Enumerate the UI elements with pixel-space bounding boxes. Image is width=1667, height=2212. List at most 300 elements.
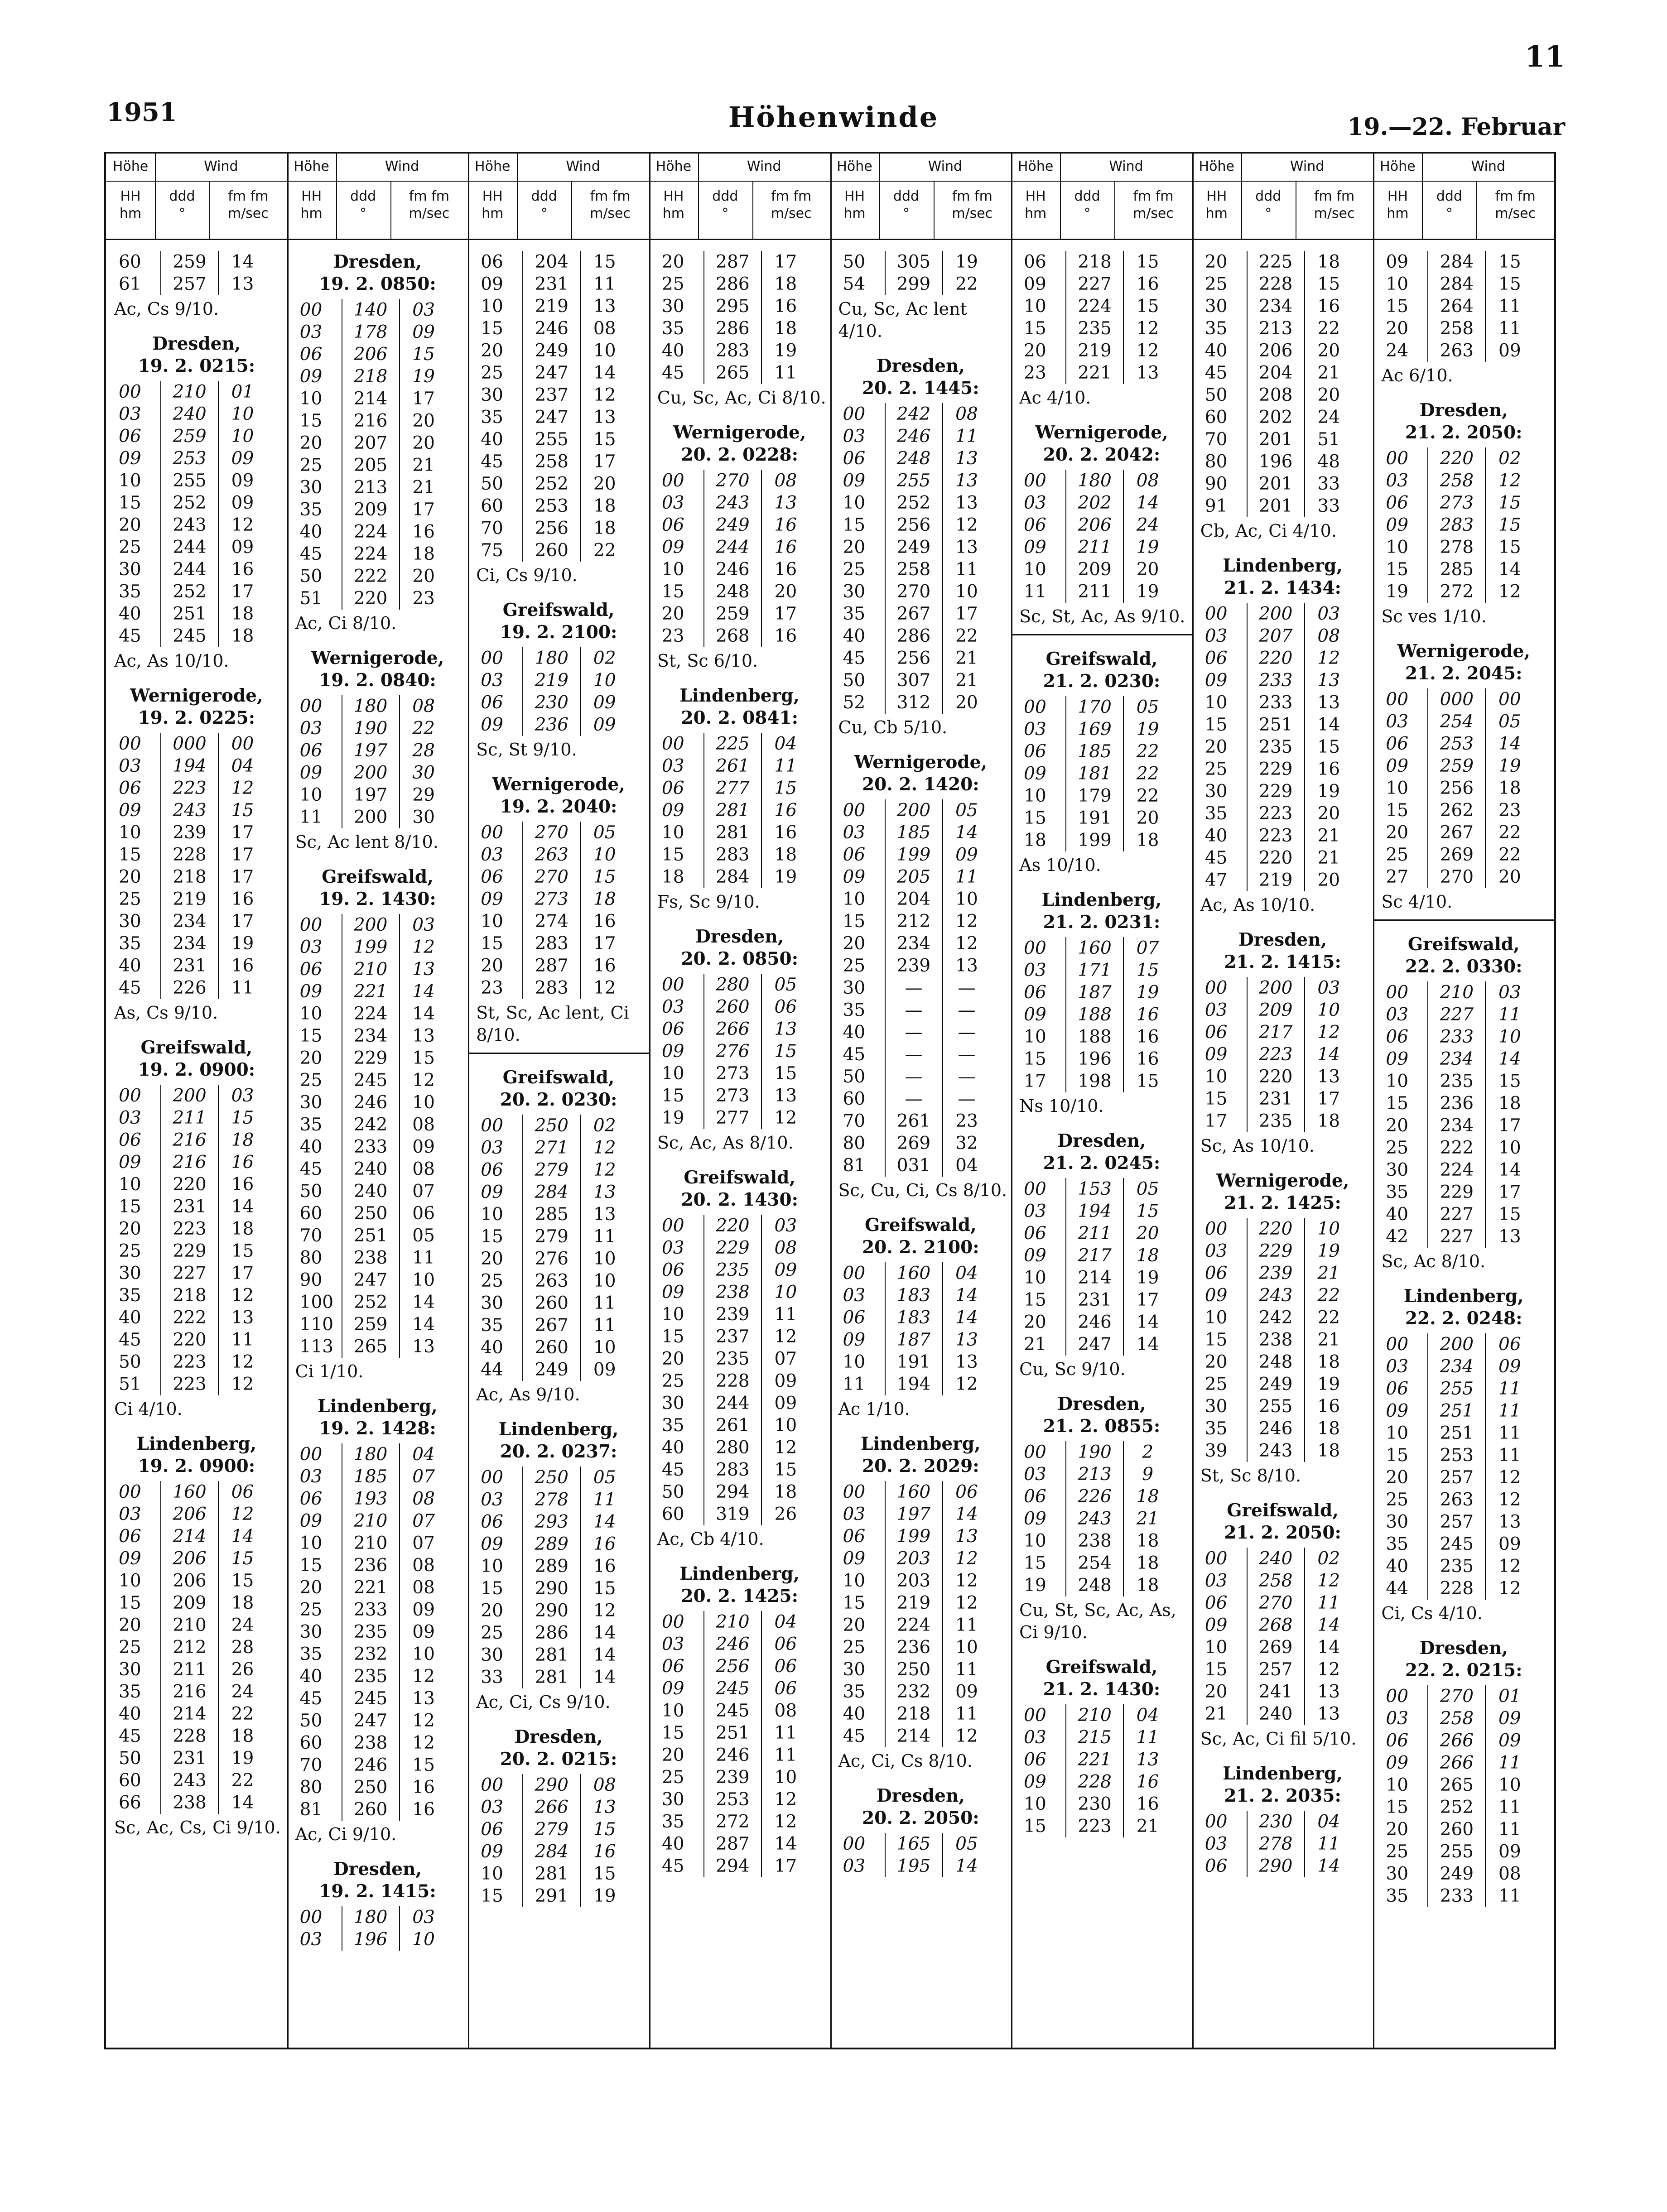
table-row [468, 1159, 649, 1181]
direction-value: 246 [342, 1092, 399, 1114]
speed-value: 14 [1485, 558, 1533, 581]
header-fm [1296, 188, 1373, 222]
height-value: 00 [1386, 448, 1409, 469]
table-row [287, 958, 468, 981]
table-row [468, 933, 649, 955]
station-name: Dresden, [333, 251, 422, 272]
direction-value: 000 [1427, 688, 1485, 711]
speed-value: 17 [218, 581, 266, 603]
table-row [1373, 1422, 1554, 1444]
speed-value: 11 [580, 1226, 628, 1248]
height-value: 15 [1386, 800, 1409, 821]
direction-value: 259 [342, 1313, 399, 1336]
column-body [468, 251, 649, 2048]
height-value: 30 [661, 296, 684, 317]
direction-value: 216 [160, 1151, 218, 1173]
speed-value: 04 [1304, 1811, 1353, 1833]
header-hm-label: hm [119, 205, 142, 221]
height-value: 06 [1024, 982, 1046, 1003]
table-row [1192, 384, 1373, 406]
height-value: 60 [481, 496, 503, 516]
speed-value: 21 [942, 647, 991, 669]
table-row [106, 1614, 287, 1636]
height-value: 10 [119, 1571, 141, 1591]
height-value: 30 [481, 385, 503, 405]
header-hh-label: HH [663, 188, 684, 204]
header-fm-label: fm fm [1495, 188, 1536, 204]
station-heading [1373, 640, 1554, 685]
table-row [106, 273, 287, 295]
table-row [1192, 406, 1373, 428]
height-value: 00 [299, 1444, 323, 1465]
speed-value: 20 [1485, 866, 1533, 888]
table-row [830, 1481, 1012, 1503]
height-value: 15 [481, 318, 503, 339]
table-row [287, 1621, 468, 1643]
height-value: 09 [1024, 537, 1046, 558]
speed-value: 13 [942, 447, 991, 470]
table-row [287, 1047, 468, 1069]
direction-value: 283 [522, 933, 580, 955]
station-time: 19. 2. 0850: [319, 274, 436, 294]
speed-value: 05 [1485, 711, 1533, 733]
height-value: 09 [481, 715, 503, 735]
table-row [1373, 492, 1554, 514]
header-divider [1422, 154, 1423, 181]
height-value: 30 [119, 911, 141, 932]
height-value: 15 [1024, 1290, 1046, 1310]
speed-value: 17 [1123, 1289, 1171, 1311]
direction-value: 278 [522, 1489, 580, 1511]
table-row [287, 1798, 468, 1821]
height-value: 50 [1204, 385, 1228, 405]
direction-value: 229 [160, 1240, 218, 1262]
speed-value: 12 [761, 1107, 809, 1129]
table-row [1373, 777, 1554, 799]
sounding-rows [287, 695, 468, 828]
table-row [1373, 295, 1554, 317]
direction-value: 286 [703, 317, 761, 340]
height-value: 17 [1024, 1071, 1046, 1092]
station-heading [1192, 1500, 1373, 1544]
table-row [830, 1066, 1012, 1088]
height-value: 06 [1386, 493, 1409, 513]
table-row [468, 1666, 649, 1688]
station-heading [649, 1167, 830, 1211]
direction-value: 221 [342, 981, 399, 1003]
speed-value: 13 [580, 1181, 628, 1203]
cloud-observation: As 10/10. [1019, 855, 1101, 875]
direction-value: 290 [1247, 1855, 1304, 1877]
direction-value: 190 [342, 717, 399, 740]
direction-value: 246 [1065, 1311, 1123, 1333]
header-ms-label: m/sec [952, 205, 993, 221]
speed-value: 09 [580, 692, 628, 714]
table-row [1011, 1267, 1192, 1289]
speed-value: 18 [218, 1725, 266, 1747]
speed-value: 20 [942, 692, 991, 714]
speed-value: 09 [218, 447, 266, 470]
height-value: 06 [299, 959, 323, 980]
speed-value: 05 [942, 1833, 991, 1855]
height-value: 03 [1204, 1834, 1228, 1854]
speed-value: 24 [1123, 514, 1171, 536]
speed-value: 16 [218, 558, 266, 581]
height-value: 15 [481, 1578, 503, 1599]
table-row [106, 1284, 287, 1307]
table-row [287, 1776, 468, 1798]
table-row [468, 955, 649, 977]
height-value: 113 [299, 1337, 334, 1357]
header-divider [698, 181, 699, 239]
height-value: 06 [299, 741, 323, 761]
height-value: 80 [1204, 452, 1228, 472]
height-value: 60 [661, 1504, 684, 1524]
speed-value: 17 [218, 1262, 266, 1284]
station-heading [1373, 933, 1554, 978]
speed-value: 16 [1123, 1771, 1171, 1793]
station-name: Dresden, [1419, 1638, 1508, 1659]
direction-value: 312 [885, 692, 942, 714]
direction-value: 281 [522, 1644, 580, 1666]
table-row [287, 1710, 468, 1732]
direction-value: 197 [342, 740, 399, 762]
height-value: 25 [1386, 845, 1409, 865]
height-value: 45 [843, 648, 866, 668]
table-row [1192, 869, 1373, 891]
table-row [649, 1437, 830, 1459]
table-row [1192, 1855, 1373, 1877]
direction-value: 210 [342, 958, 399, 981]
sounding-rows [830, 403, 1012, 714]
cloud-observation: Cu, St, Sc, Ac, As, Ci 9/10. [1019, 1600, 1176, 1642]
header-hoehe: Höhe [1017, 159, 1054, 174]
direction-value: 232 [885, 1681, 942, 1703]
direction-value: 228 [160, 1725, 218, 1747]
table-row [1192, 603, 1373, 625]
speed-value: 07 [399, 1510, 448, 1532]
station-time: 21. 2. 2035: [1224, 1785, 1341, 1806]
column-header [1373, 154, 1554, 240]
direction-value: 180 [522, 647, 580, 669]
direction-value: 252 [522, 473, 580, 495]
direction-value: 243 [1065, 1508, 1123, 1530]
height-value: 70 [299, 1755, 323, 1775]
table-row [287, 1643, 468, 1665]
station-time: 20. 2. 1420: [862, 774, 979, 795]
direction-value: 220 [160, 1329, 218, 1351]
cloud-observation: Ci, Cs 4/10. [1381, 1603, 1483, 1623]
direction-value: 235 [1247, 736, 1304, 758]
direction-value: 269 [1247, 1636, 1304, 1659]
cloud-observation: St, Sc, Ac lent, Ci 8/10. [476, 1003, 629, 1045]
table-row [649, 799, 830, 822]
height-value: 35 [299, 500, 323, 520]
speed-value: 07 [399, 1532, 448, 1554]
speed-value: 10 [399, 1269, 448, 1291]
direction-value: 235 [1065, 317, 1123, 340]
table-row [649, 1107, 830, 1129]
speed-value: 09 [399, 1621, 448, 1643]
table-row [106, 1218, 287, 1240]
height-value: 15 [1024, 808, 1046, 828]
direction-value: 183 [885, 1307, 942, 1329]
direction-value: — [885, 999, 942, 1021]
cloud-observation: Sc, Ac, As 8/10. [657, 1133, 794, 1153]
direction-value: 246 [703, 558, 761, 581]
wind-table [104, 152, 1556, 2049]
height-value: 06 [1024, 1750, 1046, 1770]
direction-value: 140 [342, 299, 399, 321]
height-value: 00 [1024, 1442, 1046, 1462]
direction-value: 210 [160, 381, 218, 403]
table-row [830, 1548, 1012, 1570]
direction-value: 240 [160, 403, 218, 425]
header-hh [1192, 188, 1241, 222]
table-row [649, 558, 830, 581]
table-row [1373, 822, 1554, 844]
direction-value: 215 [1065, 1726, 1123, 1749]
height-value: 40 [661, 1438, 684, 1458]
height-value: 40 [119, 1308, 141, 1328]
table-row [1011, 1333, 1192, 1356]
height-value: 06 [1204, 648, 1228, 668]
height-value: 27 [1386, 867, 1409, 887]
height-value: 09 [843, 867, 866, 887]
height-value: 00 [1204, 1219, 1228, 1239]
height-value: 81 [843, 1155, 866, 1176]
speed-value: 16 [1123, 273, 1171, 295]
direction-value: 180 [1065, 470, 1123, 492]
table-row [468, 1248, 649, 1270]
station-heading [106, 1433, 287, 1477]
header-divider [155, 154, 156, 181]
station-heading [649, 926, 830, 970]
speed-value: 09 [761, 1392, 809, 1414]
direction-value: 247 [342, 1710, 399, 1732]
table-row [468, 539, 649, 562]
speed-value: 12 [580, 1159, 628, 1181]
table-row [830, 1262, 1012, 1284]
table-row [106, 1725, 287, 1747]
direction-value: 261 [885, 1110, 942, 1132]
station-name: Wernigerode, [1397, 641, 1530, 662]
header-divider [1060, 154, 1061, 181]
speed-value: 11 [1485, 1004, 1533, 1026]
direction-value: 245 [1427, 1533, 1485, 1555]
speed-value: 10 [1304, 1218, 1353, 1240]
direction-value: 284 [522, 1181, 580, 1203]
header-row-top [649, 154, 830, 182]
speed-value: 21 [1304, 1262, 1353, 1284]
table-row [830, 844, 1012, 866]
height-value: 00 [1204, 1548, 1228, 1569]
height-value: 06 [843, 1308, 866, 1328]
height-value: 03 [299, 1929, 323, 1950]
speed-value: 03 [1304, 603, 1353, 625]
height-value: 20 [1204, 1682, 1228, 1702]
table-row [649, 1633, 830, 1655]
speed-value: 15 [1123, 295, 1171, 317]
height-value: 10 [1386, 1071, 1409, 1092]
speed-value: 08 [942, 403, 991, 425]
height-value: 03 [1386, 1708, 1409, 1729]
header-fm-label: fm fm [1133, 188, 1174, 204]
speed-value: 13 [218, 1307, 266, 1329]
speed-value: 11 [580, 273, 628, 295]
height-value: 15 [1386, 296, 1409, 317]
direction-value: 216 [342, 410, 399, 432]
height-value: 15 [119, 1197, 141, 1217]
table-row [1373, 1707, 1554, 1730]
direction-value: 243 [160, 514, 218, 536]
direction-value: 234 [1427, 1115, 1485, 1137]
speed-value: 17 [942, 603, 991, 625]
height-value: 03 [481, 1490, 503, 1510]
table-row [649, 777, 830, 799]
speed-value: 13 [1485, 1511, 1533, 1533]
table-row [649, 625, 830, 647]
direction-value: 289 [522, 1533, 580, 1555]
speed-value: 03 [399, 914, 448, 936]
height-value: 25 [1386, 1842, 1409, 1862]
speed-value: 13 [580, 1796, 628, 1818]
height-value: 15 [299, 1026, 323, 1046]
height-value: 50 [119, 1748, 141, 1769]
direction-value: 229 [342, 1047, 399, 1069]
table-row [106, 1636, 287, 1659]
sounding-rows [1373, 251, 1554, 362]
direction-value: 233 [1427, 1026, 1485, 1048]
table-row [468, 1489, 649, 1511]
height-value: 20 [1386, 318, 1409, 339]
table-row [830, 470, 1012, 492]
table-row [106, 933, 287, 955]
direction-value: 217 [1247, 1021, 1304, 1043]
speed-value: 19 [218, 933, 266, 955]
height-value: 00 [1024, 1705, 1046, 1726]
direction-value: 220 [342, 587, 399, 610]
speed-value: 09 [1485, 340, 1533, 362]
speed-value: 14 [1304, 714, 1353, 736]
table-row [1192, 1681, 1373, 1703]
direction-value: 195 [885, 1855, 942, 1877]
table-row [1373, 1555, 1554, 1577]
height-value: 35 [299, 1644, 323, 1664]
table-row [649, 1281, 830, 1303]
station-name: Lindenberg, [679, 685, 800, 706]
table-row [649, 1018, 830, 1040]
direction-value: 245 [703, 1700, 761, 1722]
table-row [830, 1351, 1012, 1373]
table-row [1373, 273, 1554, 295]
station-name: Dresden, [1419, 400, 1508, 421]
speed-value: 10 [1304, 999, 1353, 1021]
speed-value: 12 [1485, 1555, 1533, 1577]
table-row [649, 1655, 830, 1678]
speed-value: 14 [218, 1525, 266, 1548]
header-degree-label: ° [903, 205, 910, 221]
speed-value: 09 [1485, 1707, 1533, 1730]
height-value: 45 [119, 626, 141, 646]
height-value: 23 [661, 626, 684, 646]
table-row [287, 1247, 468, 1269]
height-value: 09 [1204, 1615, 1228, 1635]
header-row-top [1373, 154, 1554, 182]
height-value: 06 [481, 867, 503, 887]
table-row [1011, 1178, 1192, 1200]
table-row [1373, 558, 1554, 581]
table-column [106, 154, 287, 2048]
speed-value: 09 [218, 492, 266, 514]
speed-value: 19 [761, 866, 809, 888]
header-fm-label: fm fm [228, 188, 269, 204]
speed-value: 51 [1304, 428, 1353, 451]
speed-value: 26 [218, 1659, 266, 1681]
header-divider [1060, 181, 1061, 239]
height-value: 03 [299, 718, 323, 739]
direction-value: 205 [342, 454, 399, 476]
height-value: 110 [299, 1314, 334, 1335]
height-value: 30 [661, 1393, 684, 1414]
speed-value: 19 [1304, 780, 1353, 803]
height-value: 09 [481, 1842, 503, 1862]
station-heading [649, 1563, 830, 1607]
direction-value: 237 [522, 384, 580, 406]
speed-value: 13 [1123, 362, 1171, 384]
height-value: 00 [1386, 982, 1409, 1003]
table-row [1011, 959, 1192, 981]
direction-value: — [885, 1066, 942, 1088]
speed-value: 12 [580, 384, 628, 406]
table-row [106, 1525, 287, 1548]
direction-value: 236 [522, 714, 580, 736]
speed-value: 13 [1123, 1749, 1171, 1771]
table-row [287, 1336, 468, 1358]
speed-value: 10 [399, 1092, 448, 1114]
table-row [830, 910, 1012, 933]
table-row [287, 499, 468, 521]
header-hm-label: hm [300, 205, 323, 221]
station-time: 19. 2. 0900: [138, 1456, 255, 1476]
speed-value: 16 [580, 1841, 628, 1863]
speed-value: 06 [218, 1481, 266, 1503]
height-value: 40 [481, 1337, 503, 1358]
station-name: Dresden, [152, 333, 241, 354]
height-value: 03 [299, 937, 323, 957]
height-value: 15 [1204, 1330, 1228, 1350]
height-value: 50 [481, 474, 503, 494]
table-row [649, 1700, 830, 1722]
height-value: 30 [299, 477, 323, 498]
height-value: 10 [661, 1304, 684, 1325]
speed-value: 09 [1485, 1533, 1533, 1555]
table-row [1011, 492, 1192, 514]
table-row [830, 1855, 1012, 1877]
speed-value: 01 [1485, 1685, 1533, 1707]
direction-value: 270 [1427, 866, 1485, 888]
speed-value: 11 [942, 1659, 991, 1681]
speed-value: 14 [942, 1855, 991, 1877]
height-value: 03 [481, 1138, 503, 1158]
table-row [287, 1225, 468, 1247]
table-row [649, 974, 830, 996]
direction-value: 235 [1247, 1110, 1304, 1132]
table-row [468, 495, 649, 517]
header-divider [155, 181, 156, 239]
speed-value: 12 [399, 1732, 448, 1754]
height-value: 15 [481, 933, 503, 954]
